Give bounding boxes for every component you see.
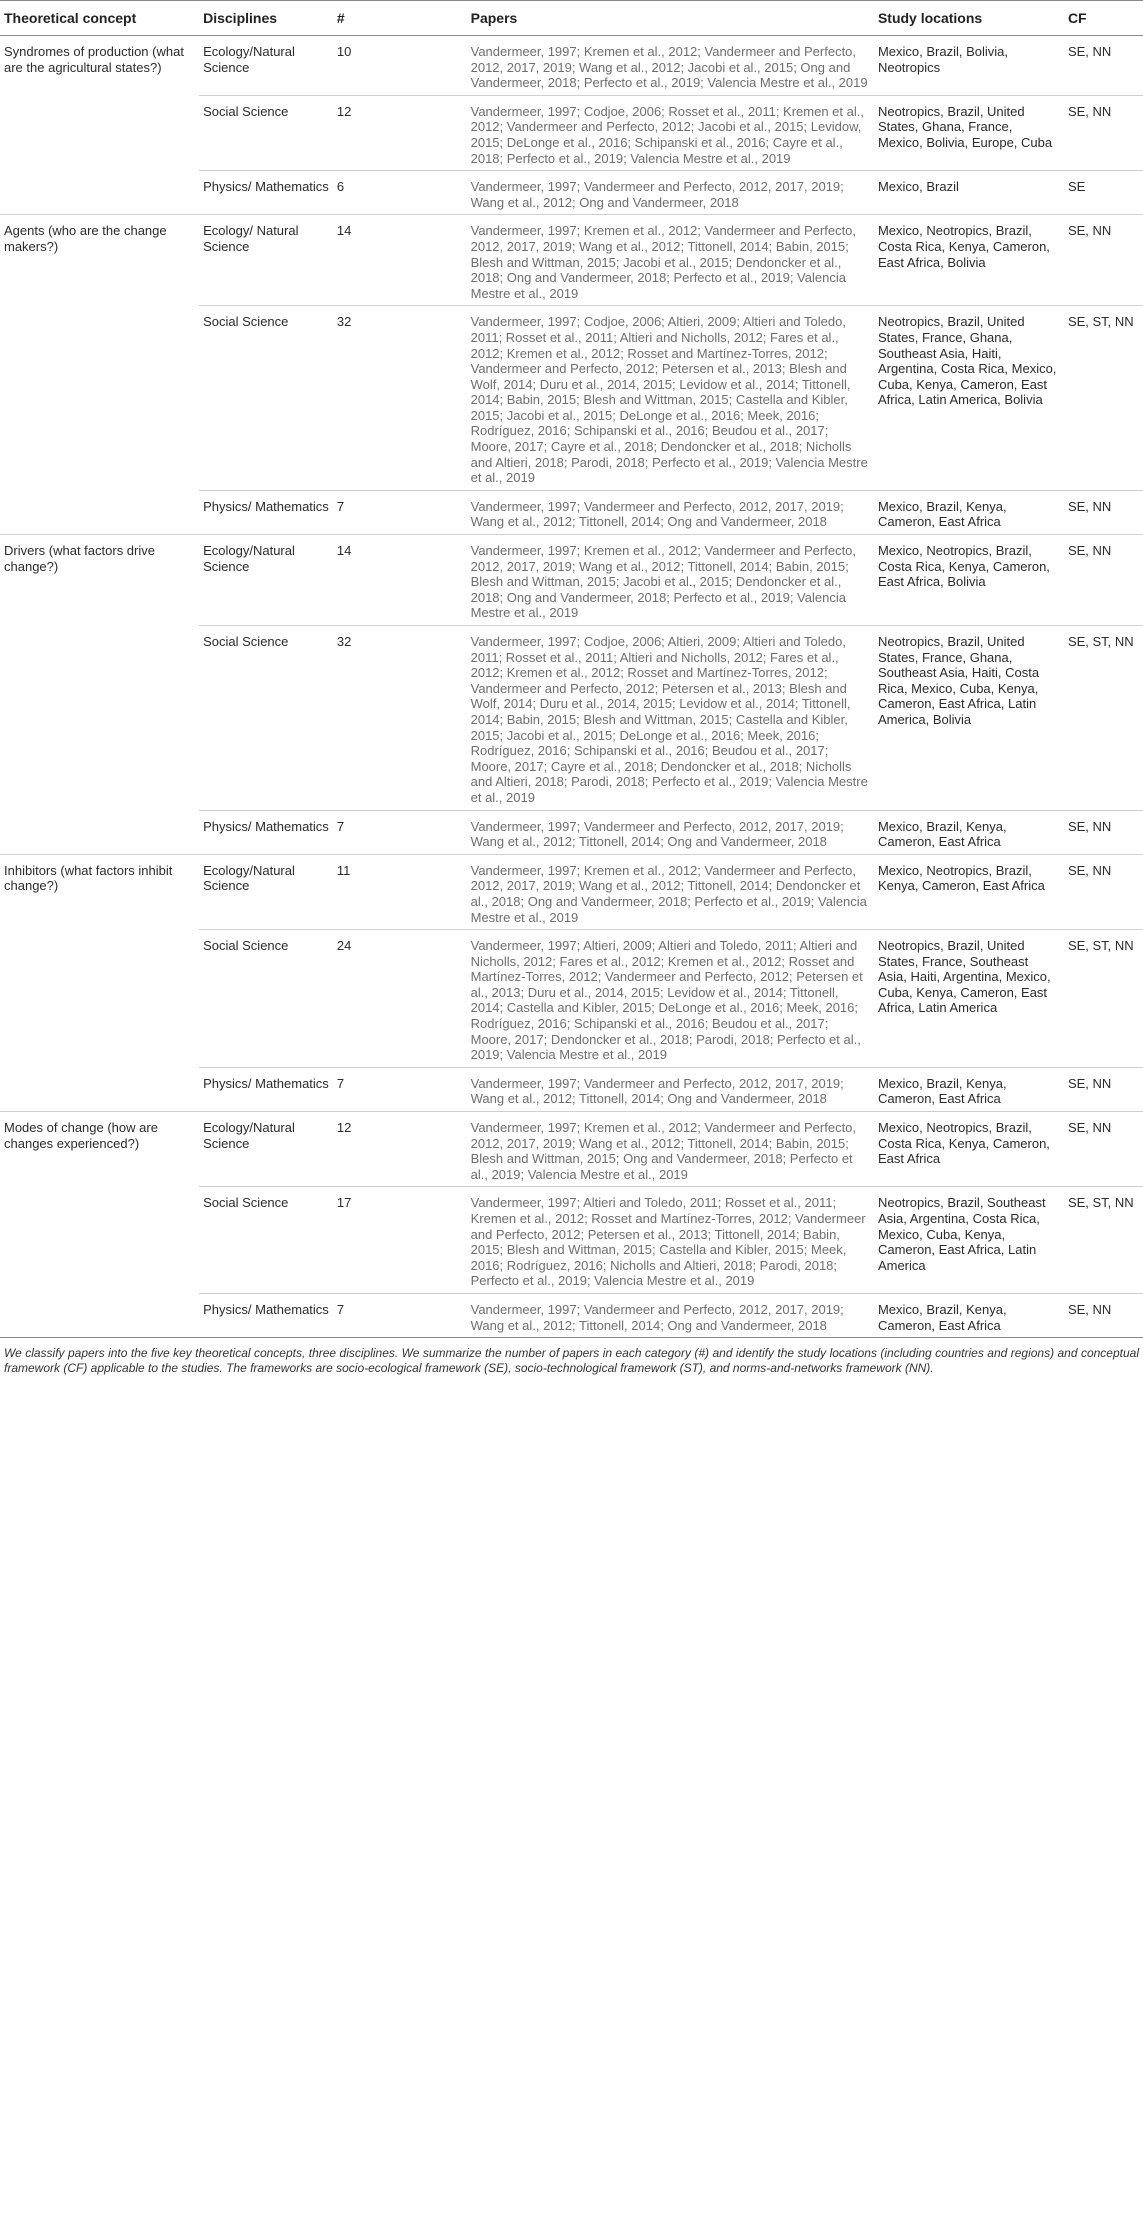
- papers-cell: Vandermeer, 1997; Codjoe, 2006; Altieri, 2009; Altieri and Toledo, 2011; Rosset et al., 2011; Altieri and Nicholls, 2012; Fares et al., 2012; Kremen et al., 2012; Rosset and Martínez-Torres, 2012; Vandermeer and Perfecto, 2012; Petersen et al., 2013; Blesh and Wolf, 2014; Duru et al., 2014, 2015; Levidow et al., 2014; Tittonell, 2014; Babin, 2015; Blesh and Wittman, 2015; Castella and Kibler, 2015; Jacobi et al., 2015; DeLonge et al., 2016; Meek, 2016; Rodríguez, 2016; Schipanski et al., 2016; Beudou et al., 2017; Moore, 2017; Cayre et al., 2018; Dendoncker et al., 2018; Nicholls and Altieri, 2018; Parodi, 2018; Perfecto et al., 2019; Valencia Mestre et al., 2019: [467, 306, 874, 491]
- count-cell: 14: [333, 215, 467, 306]
- papers-cell: Vandermeer, 1997; Kremen et al., 2012; Vandermeer and Perfecto, 2012, 2017, 2019; Wang et al., 2012; Tittonell, 2014; Babin, 2015; Blesh and Wittman, 2015; Ong and Vandermeer, 2018; Perfecto et al., 2019; Valencia Mestre et al., 2019: [467, 1112, 874, 1187]
- table-row: [0, 36, 1143, 96]
- table-caption: We classify papers into the five key theoretical concepts, three disciplines. We summarize the number of papers in each category (#) and identify the study locations (including countries and regions) and conceptual framework (CF) applicable to the studies. The frameworks are socio-ecological framework (SE), socio-technological framework (ST), and norms-and-networks framework (NN).: [4, 1346, 1139, 1376]
- discipline-cell: Ecology/ Natural Science: [199, 215, 333, 306]
- papers-cell: Vandermeer, 1997; Altieri, 2009; Altieri and Toledo, 2011; Altieri and Nicholls, 2012; Fares et al., 2012; Kremen et al., 2012; Rosset and Martínez-Torres, 2012; Vandermeer and Perfecto, 2012; Petersen et al., 2013; Duru et al., 2014, 2015; Levidow et al., 2014; Tittonell, 2014; Castella and Kibler, 2015; DeLonge et al., 2016; Meek, 2016; Rodríguez, 2016; Schipanski et al., 2016; Beudou et al., 2017; Moore, 2017; Dendoncker et al., 2018; Parodi, 2018; Perfecto et al., 2019; Valencia Mestre et al., 2019: [467, 930, 874, 1068]
- papers-cell: Vandermeer, 1997; Codjoe, 2006; Rosset et al., 2011; Kremen et al., 2012; Vandermeer and Perfecto, 2012; Jacobi et al., 2015; Levidow, 2015; DeLonge et al., 2016; Schipanski et al., 2016; Cayre et al., 2018; Perfecto et al., 2019; Valencia Mestre et al., 2019: [467, 95, 874, 170]
- papers-cell: Vandermeer, 1997; Kremen et al., 2012; Vandermeer and Perfecto, 2012, 2017, 2019; Wang et al., 2012; Tittonell, 2014; Dendoncker et al., 2018; Ong and Vandermeer, 2018; Perfecto et al., 2019; Valencia Mestre et al., 2019: [467, 854, 874, 929]
- count-cell: 32: [333, 626, 467, 811]
- discipline-cell: Physics/ Mathematics: [199, 490, 333, 534]
- concept-cell: Inhibitors (what factors inhibit change?): [0, 854, 199, 929]
- header-cf: CF: [1064, 1, 1143, 36]
- count-cell: 11: [333, 854, 467, 929]
- concept-cell: Modes of change (how are changes experienced?): [0, 1112, 199, 1187]
- papers-cell: Vandermeer, 1997; Vandermeer and Perfecto, 2012, 2017, 2019; Wang et al., 2012; Tittonell, 2014; Ong and Vandermeer, 2018: [467, 1067, 874, 1111]
- locations-cell: Mexico, Neotropics, Brazil, Kenya, Cameron, East Africa: [874, 854, 1064, 929]
- locations-cell: Neotropics, Brazil, United States, France, Ghana, Southeast Asia, Haiti, Argentina, Costa Rica, Mexico, Cuba, Kenya, Cameron, East Africa, Latin America, Bolivia: [874, 306, 1064, 491]
- cf-cell: SE, NN: [1064, 36, 1143, 96]
- discipline-cell: Social Science: [199, 306, 333, 491]
- table-row: [0, 1112, 1143, 1187]
- locations-cell: Neotropics, Brazil, United States, Ghana, France, Mexico, Bolivia, Europe, Cuba: [874, 95, 1064, 170]
- table-row: [0, 1067, 1143, 1111]
- header-papers: Papers: [467, 1, 874, 36]
- concept-cell: Agents (who are the change makers?): [0, 215, 199, 306]
- count-cell: 7: [333, 1067, 467, 1111]
- count-cell: 10: [333, 36, 467, 96]
- table-row: [0, 95, 1143, 170]
- discipline-cell: Ecology/Natural Science: [199, 854, 333, 929]
- discipline-cell: Social Science: [199, 1187, 333, 1294]
- table-row: [0, 171, 1143, 215]
- cf-cell: SE, ST, NN: [1064, 930, 1143, 1068]
- table-row: [0, 1293, 1143, 1337]
- concept-cell: [0, 1067, 199, 1111]
- locations-cell: Neotropics, Brazil, United States, France, Ghana, Southeast Asia, Haiti, Costa Rica, Mexico, Cuba, Kenya, Cameron, East Africa, Latin America, Bolivia: [874, 626, 1064, 811]
- discipline-cell: Physics/ Mathematics: [199, 1067, 333, 1111]
- cf-cell: SE, NN: [1064, 535, 1143, 626]
- cf-cell: SE, ST, NN: [1064, 626, 1143, 811]
- cf-cell: SE, NN: [1064, 1067, 1143, 1111]
- discipline-cell: Physics/ Mathematics: [199, 1293, 333, 1337]
- count-cell: 6: [333, 171, 467, 215]
- header-row: [0, 1, 1143, 36]
- table-row: [0, 306, 1143, 491]
- concept-cell: [0, 171, 199, 215]
- papers-cell: Vandermeer, 1997; Vandermeer and Perfecto, 2012, 2017, 2019; Wang et al., 2012; Tittonell, 2014; Ong and Vandermeer, 2018: [467, 490, 874, 534]
- cf-cell: SE: [1064, 171, 1143, 215]
- locations-cell: Mexico, Brazil, Kenya, Cameron, East Africa: [874, 1293, 1064, 1337]
- discipline-cell: Ecology/Natural Science: [199, 1112, 333, 1187]
- table-row: [0, 626, 1143, 811]
- header-count: #: [333, 1, 467, 36]
- cf-cell: SE, NN: [1064, 854, 1143, 929]
- cf-cell: SE, NN: [1064, 95, 1143, 170]
- table-row: [0, 810, 1143, 854]
- locations-cell: Mexico, Neotropics, Brazil, Costa Rica, Kenya, Cameron, East Africa: [874, 1112, 1064, 1187]
- table-row: [0, 930, 1143, 1068]
- papers-cell: Vandermeer, 1997; Vandermeer and Perfecto, 2012, 2017, 2019; Wang et al., 2012; Tittonell, 2014; Ong and Vandermeer, 2018: [467, 810, 874, 854]
- cf-cell: SE, NN: [1064, 490, 1143, 534]
- discipline-cell: Physics/ Mathematics: [199, 171, 333, 215]
- concept-cell: [0, 930, 199, 1068]
- count-cell: 7: [333, 810, 467, 854]
- papers-cell: Vandermeer, 1997; Vandermeer and Perfecto, 2012, 2017, 2019; Wang et al., 2012; Ong and Vandermeer, 2018: [467, 171, 874, 215]
- papers-cell: Vandermeer, 1997; Altieri and Toledo, 2011; Rosset et al., 2011; Kremen et al., 2012; Rosset and Martínez-Torres, 2012; Vandermeer and Perfecto, 2012; Petersen et al., 2013; Tittonell, 2014; Babin, 2015; Blesh and Wittman, 2015; Castella and Kibler, 2015; Meek, 2016; Rodríguez, 2016; Nicholls and Altieri, 2018; Parodi, 2018; Perfecto et al., 2019; Valencia Mestre et al., 2019: [467, 1187, 874, 1294]
- concept-cell: [0, 490, 199, 534]
- table-body: [0, 36, 1143, 1338]
- cf-cell: SE, NN: [1064, 1112, 1143, 1187]
- cf-cell: SE, ST, NN: [1064, 306, 1143, 491]
- table-row: [0, 1187, 1143, 1294]
- header-concept: Theoretical concept: [0, 1, 199, 36]
- papers-cell: Vandermeer, 1997; Kremen et al., 2012; Vandermeer and Perfecto, 2012, 2017, 2019; Wang et al., 2012; Tittonell, 2014; Babin, 2015; Blesh and Wittman, 2015; Jacobi et al., 2015; Dendoncker et al., 2018; Ong and Vandermeer, 2018; Perfecto et al., 2019; Valencia Mestre et al., 2019: [467, 535, 874, 626]
- table-row: [0, 215, 1143, 306]
- concept-cell: [0, 626, 199, 811]
- papers-cell: Vandermeer, 1997; Codjoe, 2006; Altieri, 2009; Altieri and Toledo, 2011; Rosset et al., 2011; Altieri and Nicholls, 2012; Fares et al., 2012; Kremen et al., 2012; Rosset and Martínez-Torres, 2012; Vandermeer and Perfecto, 2012; Petersen et al., 2013; Blesh and Wolf, 2014; Duru et al., 2014, 2015; Levidow et al., 2014; Tittonell, 2014; Babin, 2015; Blesh and Wittman, 2015; Castella and Kibler, 2015; Jacobi et al., 2015; DeLonge et al., 2016; Meek, 2016; Rodríguez, 2016; Schipanski et al., 2016; Beudou et al., 2017; Moore, 2017; Cayre et al., 2018; Dendoncker et al., 2018; Nicholls and Altieri, 2018; Parodi, 2018; Perfecto et al., 2019; Valencia Mestre et al., 2019: [467, 626, 874, 811]
- papers-cell: Vandermeer, 1997; Vandermeer and Perfecto, 2012, 2017, 2019; Wang et al., 2012; Tittonell, 2014; Ong and Vandermeer, 2018: [467, 1293, 874, 1337]
- discipline-cell: Social Science: [199, 95, 333, 170]
- table-row: [0, 535, 1143, 626]
- cf-cell: SE, NN: [1064, 1293, 1143, 1337]
- discipline-cell: Ecology/Natural Science: [199, 535, 333, 626]
- count-cell: 7: [333, 1293, 467, 1337]
- cf-cell: SE, NN: [1064, 810, 1143, 854]
- cf-cell: SE, NN: [1064, 215, 1143, 306]
- locations-cell: Mexico, Brazil: [874, 171, 1064, 215]
- papers-cell: Vandermeer, 1997; Kremen et al., 2012; Vandermeer and Perfecto, 2012, 2017, 2019; Wang et al., 2012; Tittonell, 2014; Babin, 2015; Blesh and Wittman, 2015; Jacobi et al., 2015; Dendoncker et al., 2018; Ong and Vandermeer, 2018; Perfecto et al., 2019; Valencia Mestre et al., 2019: [467, 215, 874, 306]
- concept-cell: Syndromes of production (what are the agricultural states?): [0, 36, 199, 96]
- discipline-cell: Social Science: [199, 930, 333, 1068]
- cf-cell: SE, ST, NN: [1064, 1187, 1143, 1294]
- table-row: [0, 854, 1143, 929]
- count-cell: 12: [333, 95, 467, 170]
- concept-cell: [0, 810, 199, 854]
- concept-cell: [0, 1187, 199, 1294]
- count-cell: 32: [333, 306, 467, 491]
- header-disciplines: Disciplines: [199, 1, 333, 36]
- header-locations: Study locations: [874, 1, 1064, 36]
- discipline-cell: Social Science: [199, 626, 333, 811]
- locations-cell: Mexico, Brazil, Kenya, Cameron, East Africa: [874, 1067, 1064, 1111]
- locations-cell: Neotropics, Brazil, United States, France, Southeast Asia, Haiti, Argentina, Mexico, Cuba, Kenya, Cameron, East Africa, Latin America: [874, 930, 1064, 1068]
- locations-cell: Mexico, Neotropics, Brazil, Costa Rica, Kenya, Cameron, East Africa, Bolivia: [874, 535, 1064, 626]
- count-cell: 7: [333, 490, 467, 534]
- locations-cell: Mexico, Neotropics, Brazil, Costa Rica, Kenya, Cameron, East Africa, Bolivia: [874, 215, 1064, 306]
- locations-cell: Mexico, Brazil, Bolivia, Neotropics: [874, 36, 1064, 96]
- discipline-cell: Ecology/Natural Science: [199, 36, 333, 96]
- concept-cell: Drivers (what factors drive change?): [0, 535, 199, 626]
- locations-cell: Mexico, Brazil, Kenya, Cameron, East Africa: [874, 810, 1064, 854]
- concept-cell: [0, 95, 199, 170]
- concept-cell: [0, 306, 199, 491]
- locations-cell: Neotropics, Brazil, Southeast Asia, Argentina, Costa Rica, Mexico, Cuba, Kenya, Cameron, East Africa, Latin America: [874, 1187, 1064, 1294]
- count-cell: 24: [333, 930, 467, 1068]
- papers-cell: Vandermeer, 1997; Kremen et al., 2012; Vandermeer and Perfecto, 2012, 2017, 2019; Wang et al., 2012; Jacobi et al., 2015; Ong and Vandermeer, 2018; Perfecto et al., 2019; Valencia Mestre et al., 2019: [467, 36, 874, 96]
- concept-cell: [0, 1293, 199, 1337]
- discipline-cell: Physics/ Mathematics: [199, 810, 333, 854]
- locations-cell: Mexico, Brazil, Kenya, Cameron, East Africa: [874, 490, 1064, 534]
- count-cell: 14: [333, 535, 467, 626]
- table-row: [0, 490, 1143, 534]
- count-cell: 17: [333, 1187, 467, 1294]
- count-cell: 12: [333, 1112, 467, 1187]
